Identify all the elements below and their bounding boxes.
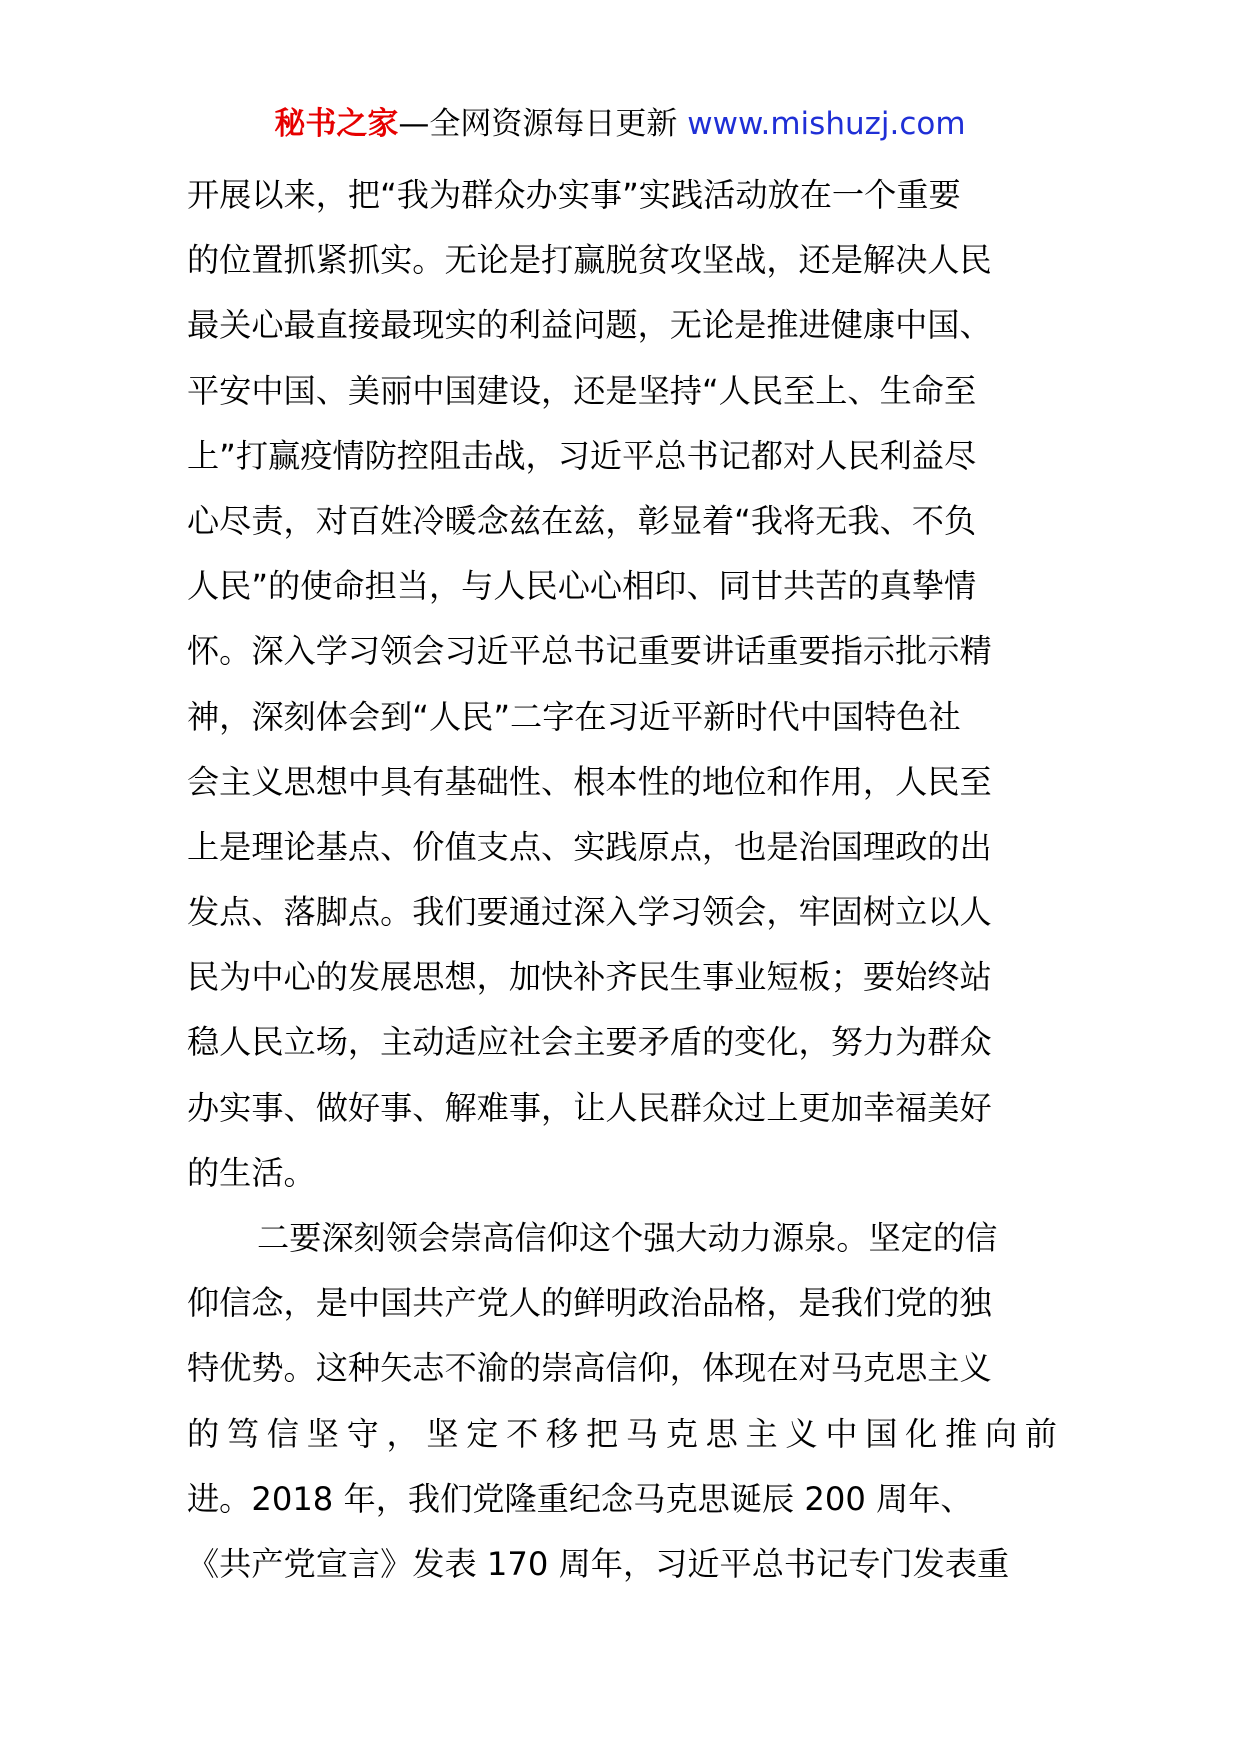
text-line: 神，深刻体会到“人民”二字在习近平新时代中国特色社 xyxy=(187,697,961,736)
text-line: 发点、落脚点。我们要通过深入学习领会，牢固树立以人 xyxy=(187,893,992,932)
text-line: 上”打赢疫情防控阻击战，习近平总书记都对人民利益尽 xyxy=(187,436,977,475)
text-line: 民为中心的发展思想，加快补齐民生事业短板；要始终站 xyxy=(187,958,992,997)
text-line: 《共产党宣言》发表 170 周年，习近平总书记专门发表重 xyxy=(187,1544,1010,1583)
text-line: 平安中国、美丽中国建设，还是坚持“人民至上、生命至 xyxy=(187,371,977,410)
text-line: 人民”的使命担当，与人民心心相印、同甘共苦的真挚情 xyxy=(187,567,977,606)
text-line: 开展以来，把“我为群众办实事”实践活动放在一个重要 xyxy=(187,176,961,214)
text-line: 办实事、做好事、解难事，让人民群众过上更加幸福美好 xyxy=(187,1088,992,1127)
paragraph-first-line: 二要深刻领会崇高信仰这个强大动力源泉。坚定的信 xyxy=(257,1219,998,1257)
text-line: 最关心最直接最现实的利益问题，无论是推进健康中国、 xyxy=(187,306,992,345)
site-url-link[interactable]: www.mishuzj.com xyxy=(687,106,966,142)
brand-name: 秘书之家 xyxy=(274,106,399,142)
paragraph-end-line: 的生活。 xyxy=(187,1153,316,1192)
text-line: 特优势。这种矢志不渝的崇高信仰，体现在对马克思主义 xyxy=(187,1349,992,1388)
text-line: 的位置抓紧抓实。无论是打赢脱贫攻坚战，还是解决人民 xyxy=(187,241,992,280)
text-line: 的笃信坚守，坚定不移把马克思主义中国化推向前 xyxy=(187,1414,1057,1453)
header-tagline: —全网资源每日更新 xyxy=(398,106,688,142)
text-line: 上是理论基点、价值支点、实践原点，也是治国理政的出 xyxy=(187,827,992,866)
text-line: 进。2018 年，我们党隆重纪念马克思诞辰 200 周年、 xyxy=(187,1479,973,1518)
text-line: 会主义思想中具有基础性、根本性的地位和作用，人民至 xyxy=(187,762,992,801)
text-line: 稳人民立场，主动适应社会主要矛盾的变化，努力为群众 xyxy=(187,1023,992,1062)
page-header xyxy=(0,100,1240,148)
body-text xyxy=(187,163,1057,1597)
text-line: 怀。深入学习领会习近平总书记重要讲话重要指示批示精 xyxy=(187,632,992,671)
text-line: 心尽责，对百姓冷暖念兹在兹，彰显着“我将无我、不负 xyxy=(187,501,977,540)
text-line: 仰信念，是中国共产党人的鲜明政治品格，是我们党的独 xyxy=(187,1284,992,1323)
